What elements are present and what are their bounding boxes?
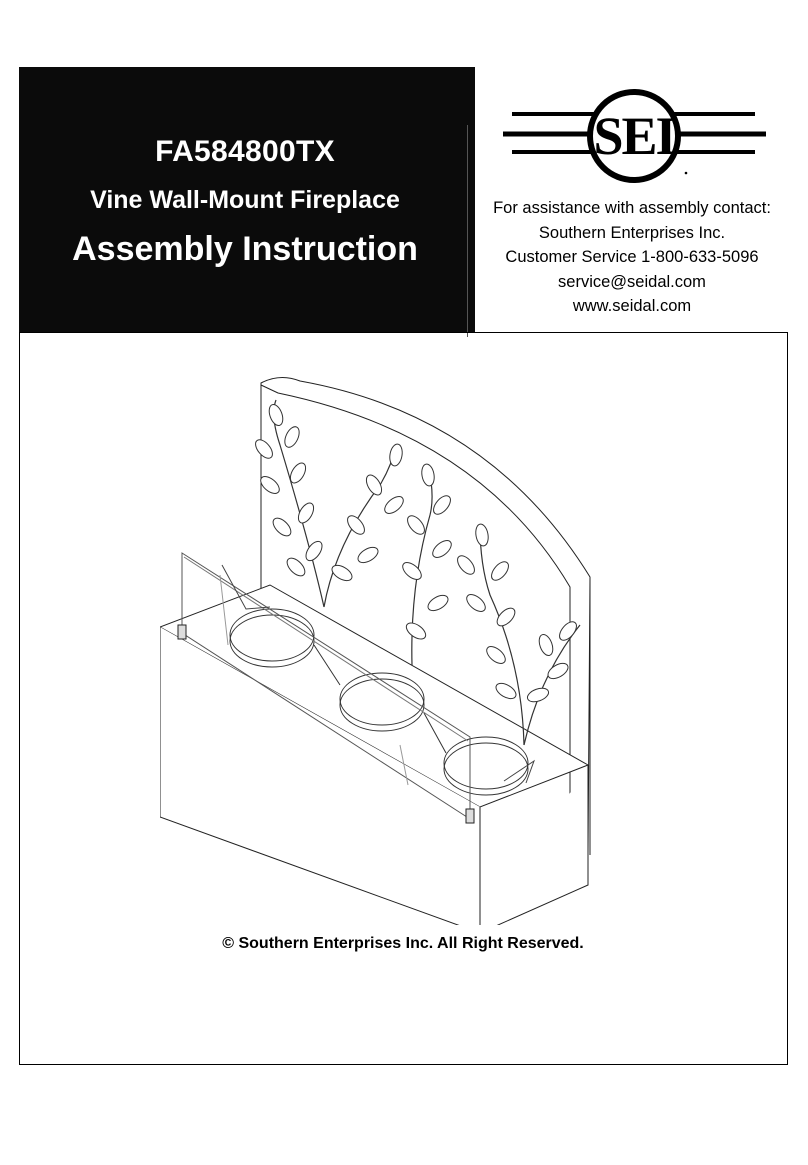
document-type: Assembly Instruction [72, 230, 418, 268]
model-number: FA584800TX [155, 135, 335, 168]
sei-logo [500, 88, 768, 188]
fireplace-illustration [160, 345, 620, 925]
contact-lead: For assistance with assembly contact: [493, 199, 771, 217]
contact-email: service@seidal.com [558, 272, 706, 291]
copyright: © Southern Enterprises Inc. All Right Reserved. [222, 935, 584, 952]
contact-website: www.seidal.com [572, 297, 692, 315]
title-block [19, 67, 475, 333]
illustration-frame [19, 332, 788, 1065]
contact-info [475, 196, 789, 319]
contact-company: Southern Enterprises Inc. [538, 223, 726, 242]
product-name: Vine Wall-Mount Fireplace [90, 186, 400, 214]
logo-text: SEI [593, 106, 675, 166]
contact-phone: Customer Service 1-800-633-5096 [505, 248, 759, 266]
